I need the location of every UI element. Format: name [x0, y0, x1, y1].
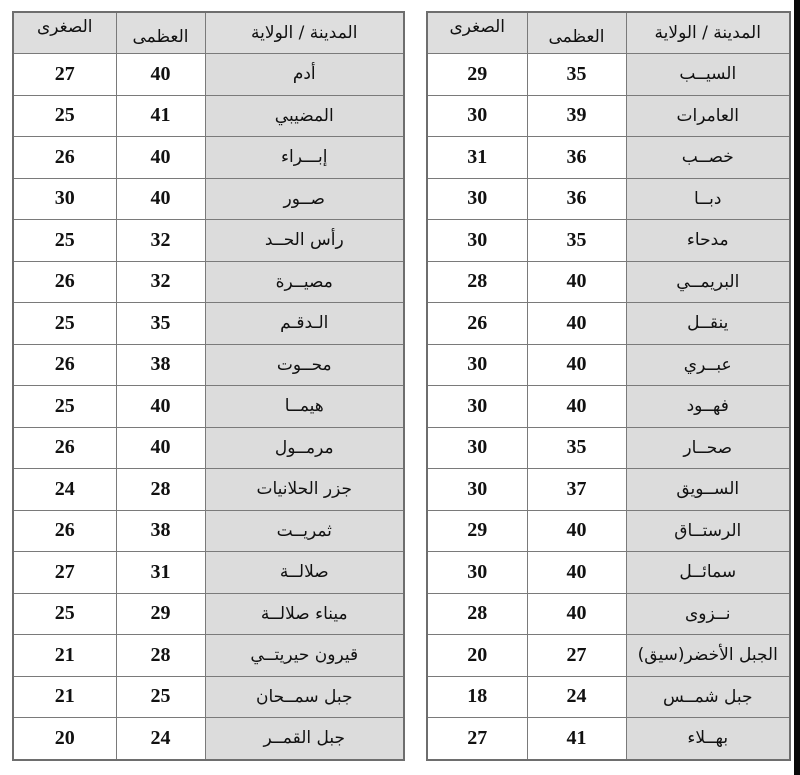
table-row — [13, 469, 404, 511]
city-cell: ميناء صلالــة — [205, 593, 404, 635]
max-cell: 24 — [116, 718, 205, 760]
city-cell: ينقــل — [626, 303, 790, 345]
table-row — [13, 137, 404, 179]
table-row — [13, 386, 404, 428]
table-row — [427, 261, 790, 303]
header-min: الصغرى — [427, 12, 527, 54]
max-cell: 24 — [527, 676, 626, 718]
city-cell: الـدقـم — [205, 303, 404, 345]
max-cell: 35 — [116, 303, 205, 345]
max-cell: 40 — [527, 386, 626, 428]
min-cell: 30 — [427, 178, 527, 220]
city-cell: صــور — [205, 178, 404, 220]
city-cell: البريمــي — [626, 261, 790, 303]
city-cell: مدحاء — [626, 220, 790, 262]
table-row — [13, 635, 404, 677]
header-city: المدينة / الولاية — [626, 12, 790, 54]
right-edge-bar — [794, 0, 800, 775]
table-row — [427, 95, 790, 137]
min-cell: 25 — [13, 386, 116, 428]
city-cell: جزر الحلانيات — [205, 469, 404, 511]
min-cell: 30 — [427, 427, 527, 469]
city-cell: أدم — [205, 54, 404, 96]
city-cell: الرستــاق — [626, 510, 790, 552]
table-row — [427, 427, 790, 469]
min-cell: 30 — [427, 95, 527, 137]
max-cell: 38 — [116, 344, 205, 386]
max-cell: 40 — [527, 261, 626, 303]
min-cell: 25 — [13, 303, 116, 345]
min-cell: 21 — [13, 635, 116, 677]
max-cell: 40 — [527, 344, 626, 386]
table-row — [13, 220, 404, 262]
city-cell: ثمريــت — [205, 510, 404, 552]
header-max: العظمى — [527, 12, 626, 54]
city-cell: هيمــا — [205, 386, 404, 428]
min-cell: 20 — [427, 635, 527, 677]
city-cell: المضيبي — [205, 95, 404, 137]
table-row — [13, 261, 404, 303]
header-min: الصغرى — [13, 12, 116, 54]
city-cell: مصيــرة — [205, 261, 404, 303]
city-cell: فهــود — [626, 386, 790, 428]
min-cell: 26 — [13, 137, 116, 179]
min-cell: 28 — [427, 593, 527, 635]
max-cell: 28 — [116, 635, 205, 677]
table-header-row — [427, 12, 790, 54]
min-cell: 20 — [13, 718, 116, 760]
min-cell: 30 — [427, 469, 527, 511]
city-cell: مرمــول — [205, 427, 404, 469]
min-cell: 26 — [13, 344, 116, 386]
min-cell: 30 — [13, 178, 116, 220]
max-cell: 27 — [527, 635, 626, 677]
max-cell: 40 — [116, 54, 205, 96]
table-row — [427, 54, 790, 96]
city-cell: دبــا — [626, 178, 790, 220]
header-city: المدينة / الولاية — [205, 12, 404, 54]
city-cell: محــوت — [205, 344, 404, 386]
min-cell: 26 — [427, 303, 527, 345]
city-cell: الجبل الأخضر(سيق) — [626, 635, 790, 677]
table-row — [427, 593, 790, 635]
max-cell: 40 — [116, 178, 205, 220]
min-cell: 30 — [427, 220, 527, 262]
min-cell: 18 — [427, 676, 527, 718]
max-cell: 39 — [527, 95, 626, 137]
table-row — [427, 469, 790, 511]
city-cell: عبــري — [626, 344, 790, 386]
table-row — [13, 552, 404, 594]
table-row — [13, 427, 404, 469]
min-cell: 28 — [427, 261, 527, 303]
min-cell: 30 — [427, 344, 527, 386]
city-cell: جبل شمــس — [626, 676, 790, 718]
table-row — [13, 676, 404, 718]
max-cell: 40 — [527, 303, 626, 345]
max-cell: 41 — [116, 95, 205, 137]
city-cell: إبـــراء — [205, 137, 404, 179]
table-row — [13, 178, 404, 220]
table-header-row — [13, 12, 404, 54]
city-cell: صلالــة — [205, 552, 404, 594]
city-cell: صحــار — [626, 427, 790, 469]
min-cell: 25 — [13, 95, 116, 137]
max-cell: 28 — [116, 469, 205, 511]
min-cell: 26 — [13, 510, 116, 552]
min-cell: 27 — [427, 718, 527, 760]
city-cell: نــزوى — [626, 593, 790, 635]
max-cell: 31 — [116, 552, 205, 594]
min-cell: 27 — [13, 552, 116, 594]
table-row — [13, 95, 404, 137]
table-row — [427, 676, 790, 718]
min-cell: 30 — [427, 386, 527, 428]
city-cell: قيرون حيريتــي — [205, 635, 404, 677]
temperature-table-left — [12, 11, 405, 761]
city-cell: العامرات — [626, 95, 790, 137]
max-cell: 40 — [116, 427, 205, 469]
table-row — [427, 220, 790, 262]
min-cell: 26 — [13, 261, 116, 303]
max-cell: 41 — [527, 718, 626, 760]
table-row — [427, 552, 790, 594]
city-cell: الســويق — [626, 469, 790, 511]
max-cell: 25 — [116, 676, 205, 718]
city-cell: جبل سمــحان — [205, 676, 404, 718]
table-row — [427, 344, 790, 386]
city-cell: سمائــل — [626, 552, 790, 594]
min-cell: 21 — [13, 676, 116, 718]
max-cell: 40 — [527, 552, 626, 594]
city-cell: خصــب — [626, 137, 790, 179]
table-row — [13, 303, 404, 345]
min-cell: 24 — [13, 469, 116, 511]
max-cell: 35 — [527, 427, 626, 469]
min-cell: 31 — [427, 137, 527, 179]
table-row — [13, 510, 404, 552]
table-row — [13, 718, 404, 760]
max-cell: 40 — [116, 386, 205, 428]
max-cell: 36 — [527, 178, 626, 220]
max-cell: 40 — [527, 593, 626, 635]
min-cell: 25 — [13, 220, 116, 262]
max-cell: 38 — [116, 510, 205, 552]
min-cell: 25 — [13, 593, 116, 635]
table-row — [427, 137, 790, 179]
max-cell: 35 — [527, 54, 626, 96]
min-cell: 29 — [427, 510, 527, 552]
max-cell: 32 — [116, 261, 205, 303]
table-row — [427, 510, 790, 552]
max-cell: 37 — [527, 469, 626, 511]
min-cell: 27 — [13, 54, 116, 96]
table-row — [13, 344, 404, 386]
temperature-table-right — [426, 11, 791, 761]
max-cell: 40 — [116, 137, 205, 179]
table-row — [427, 635, 790, 677]
table-row — [13, 54, 404, 96]
header-max: العظمى — [116, 12, 205, 54]
city-cell: بهــلاء — [626, 718, 790, 760]
max-cell: 32 — [116, 220, 205, 262]
max-cell: 35 — [527, 220, 626, 262]
min-cell: 30 — [427, 552, 527, 594]
table-row — [427, 178, 790, 220]
min-cell: 26 — [13, 427, 116, 469]
max-cell: 40 — [527, 510, 626, 552]
table-row — [13, 593, 404, 635]
city-cell: جبل القمــر — [205, 718, 404, 760]
table-row — [427, 303, 790, 345]
city-cell: السيــب — [626, 54, 790, 96]
max-cell: 29 — [116, 593, 205, 635]
city-cell: رأس الحــد — [205, 220, 404, 262]
min-cell: 29 — [427, 54, 527, 96]
table-row — [427, 386, 790, 428]
table-row — [427, 718, 790, 760]
max-cell: 36 — [527, 137, 626, 179]
